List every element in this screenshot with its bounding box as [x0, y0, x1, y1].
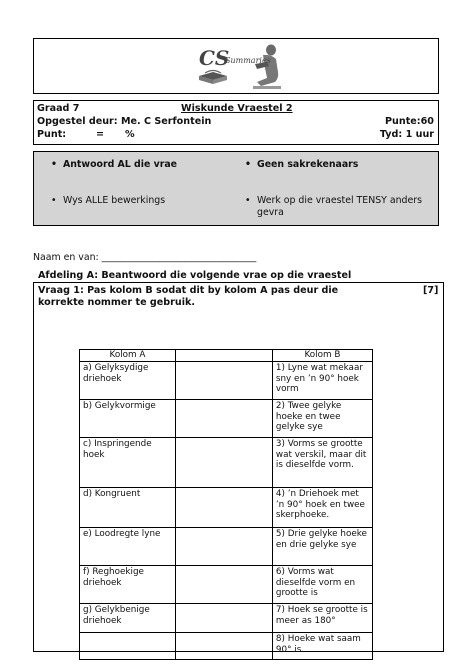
column-b-cell: 5) Drie gelyke hoeke en drie gelyke sye [272, 528, 372, 566]
column-a-cell: e) Loodregte lyne [80, 528, 176, 566]
instruction-item: • Geen sakrekenaars [245, 159, 359, 170]
bullet-icon: • [245, 159, 251, 170]
cs-summaries-logo [183, 42, 293, 92]
answer-cell[interactable] [175, 633, 272, 660]
setter: Opgestel deur: Me. C Serfontein [37, 116, 212, 127]
column-a-cell: g) Gelykbenige driehoek [80, 604, 176, 633]
answer-cell[interactable] [175, 488, 272, 528]
answer-cell[interactable] [175, 362, 272, 400]
matching-table [79, 349, 373, 660]
table-row [80, 604, 373, 633]
column-a-cell: c) Inspringende hoek [80, 438, 176, 488]
column-b-cell: 8) Hoeke wat saam 90° is. [272, 633, 372, 660]
column-a-cell: b) Gelykvormige [80, 400, 176, 438]
time: Tyd: 1 uur [379, 129, 434, 140]
table-header-row [80, 350, 373, 362]
column-b-cell: 7) Hoek se grootte is meer as 180° [272, 604, 372, 633]
answer-cell[interactable] [175, 604, 272, 633]
answer-cell[interactable] [175, 528, 272, 566]
name-field[interactable]: Naam en van: _________________________________ [33, 252, 257, 263]
bullet-icon: • [51, 159, 57, 170]
logo-brand: CS [199, 46, 230, 70]
table-row [80, 438, 373, 488]
instruction-item: • Antwoord AL die vrae [51, 159, 178, 170]
bullet-icon: • [245, 195, 251, 206]
column-b-cell: 1) Lyne wat mekaar sny en ’n 90° hoek vorm [272, 362, 372, 400]
score-label: Punt: [37, 129, 67, 140]
column-b-cell: 4) ’n Driehoek met ’n 90° hoek en twee skerphoeke. [272, 488, 372, 528]
column-a-cell [80, 633, 176, 660]
answer-cell[interactable] [175, 400, 272, 438]
column-a-cell: f) Reghoekige driehoek [80, 566, 176, 604]
column-b-cell: 3) Vorms se grootte wat verskil, maar dit is dieselfde vorm. [272, 438, 372, 488]
header-row-1 [37, 103, 434, 117]
table-row [80, 488, 373, 528]
grade: Graad 7 [37, 103, 80, 114]
total-marks: Punte:60 [385, 116, 434, 127]
column-b-header: Kolom B [272, 350, 372, 362]
bullet-icon: • [51, 195, 57, 206]
paper-title: Wiskunde Vraestel 2 [181, 103, 293, 114]
score-eq: = [96, 129, 105, 140]
column-a-cell: d) Kongruent [80, 488, 176, 528]
score-percent: % [125, 129, 135, 140]
answer-cell[interactable] [175, 438, 272, 488]
column-a-cell: a) Gelyksydige driehoek [80, 362, 176, 400]
table-row [80, 633, 373, 660]
column-b-cell: 2) Twee gelyke hoeke en twee gelyke sye [272, 400, 372, 438]
answer-column-header [175, 350, 272, 362]
column-b-cell: 6) Vorms wat dieselfde vorm en grootte is [272, 566, 372, 604]
table-row [80, 400, 373, 438]
question-text: Vraag 1: Pas kolom B sodat dit by kolom A pas deur die korrekte nommer te gebruik. [38, 285, 339, 308]
table-row [80, 362, 373, 400]
logo-tagline: Summaries [225, 56, 271, 65]
question-marks: [7] [423, 285, 439, 296]
header-row-3 [37, 129, 434, 143]
table-row [80, 566, 373, 604]
instruction-item: • Wys ALLE bewerkings [51, 195, 166, 206]
answer-cell[interactable] [175, 566, 272, 604]
table-row [80, 528, 373, 566]
header-row-2 [37, 116, 434, 130]
section-heading: Afdeling A: Beantwoord die volgende vrae op die vraestel [38, 270, 352, 281]
instruction-item: • Werk op die vraestel TENSY anders gevra [245, 195, 423, 218]
column-a-header: Kolom A [80, 350, 176, 362]
